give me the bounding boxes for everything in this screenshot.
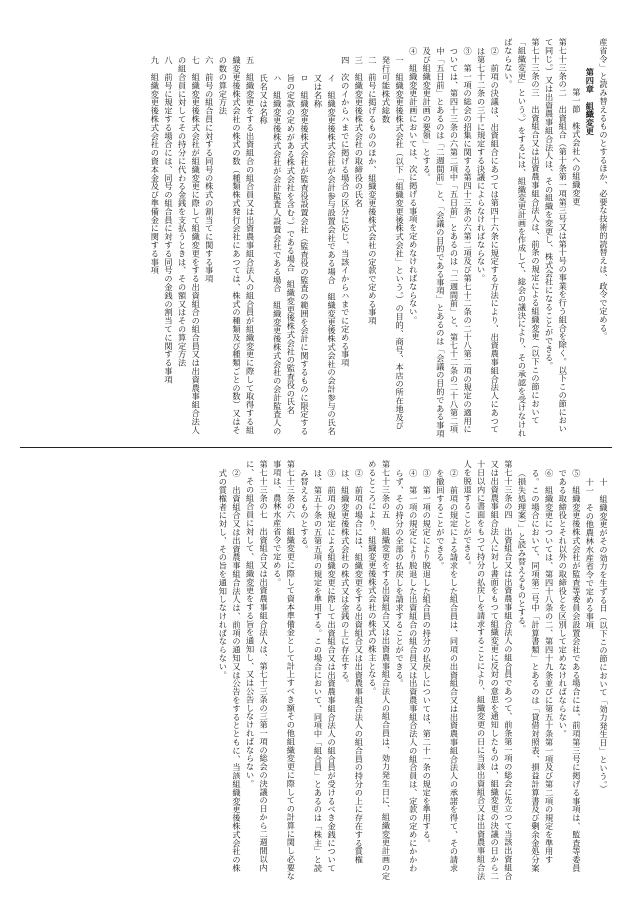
bottom-lines-paragraph: ③ 前項の規定による組織変更に際して出資組合又は出資農事組合法人の組合員が受けるべき金銭については、第五十条の五第五項の規定を準用する。この場合において、同項中「組合員」とあるのは「株主」と読み替えるものとする。 [299,469,338,873]
top-lines-paragraph: 七 組織変更後株式会社が組織変更に際して組織変更をする出資組合の組合員又は出資農事組合法人の組合員に対してその持分に代わる金銭を支払うときは、その額又はその算定方法 [177,56,202,434]
top-lines-paragraph: 第七十三条の二 出資組合（第十条第一項第三号又は第十号の事業を行う組合を除く。以下この節において同じ。）又は出資農事組合法人は、その組織を変更し、株式会社になることができる。 [544,38,569,433]
bottom-lines-paragraph: 第七十三条の五 組織変更をする出資組合又は出資農事組合法人の組合員は、効力発生日に、組織変更計画の定めるところにより、組織変更後株式会社の株式の株主となる。 [367,460,392,880]
lower-text-block [30,460,610,880]
top-lines-paragraph: 第七十三条の三 出資組合又は出資農事組合法人は、前条の規定による組織変更（以下この節において「組織変更」という。）をするには、組織変更計画を作成して、総会の議決により、その承認を受けなければならない。 [503,38,542,438]
top-lines-paragraph: 五 組織変更をする出資組合の組合員又は出資農事組合法人の組合員が組織変更に際して取得する組織変更後株式会社の株式の数（種類株式発行会社にあつては、株式の種類及び種類ごとの数）又はその数の算定方法 [218,56,256,434]
bottom-lines-paragraph: ③ 第一項の規定により脱退した組合員の持分の払戻しについては、第二十一条の規定を準用する。 [422,469,433,847]
top-lines-paragraph: 三 組織変更後株式会社の取締役の氏名 [354,56,365,208]
bottom-lines-paragraph: ⑤ 組織変更後株式会社が監査等委員会設置会社である場合には、前項第三号に掲げる事項は、監査等委員である取締役とそれ以外の取締役とを区別して定めなければならない。 [558,469,582,873]
top-lines-paragraph: 八 前号に規定する場合には、同号の組合員に対する同号の金銭の割当てに関する事項 [164,56,174,384]
top-lines-paragraph: 産省令」と読み替えるものとするほか、必要な技術的読替えは、政令で定める。 [599,38,609,341]
top-lines-paragraph: 九 組織変更後株式会社の資本金及び準備金に関する事項 [150,56,161,275]
top-lines-paragraph: イ 組織変更後株式会社が会計参与設置会社である場合 組織変更後株式会社の会計参与の氏名又は名称 [313,74,338,436]
top-lines-paragraph: 四 次のイからハまでに掲げる場合の区分に応じ、当該イからハまでに定める事項 [340,56,351,367]
top-lines-paragraph: ④ 組織変更計画においては、次に掲げる事項を定めなければならない。 [408,47,419,325]
bottom-lines-paragraph: ④ 第一項の規定により脱退した出資組合の組合員又は出資農事組合法人の組合員は、定款の定めにかかわらず、その持分の全部の払戻しを請求することができる。 [395,469,419,873]
upper-text-block [30,38,610,438]
upper-half [30,38,610,438]
bottom-lines-paragraph: 第七十三条の四 出資組合又は出資農事組合法人の組合員であつて、前条第一項の総会に先立つて当該出資組合又は出資農事組合法人に対し書面をもつて組織変更に反対の意思を通知したものは、組織変更の決議の日から二十日以内に書面をもつて持分の払戻しを請求することにより、組織変更の日に当該出資組合又は出資農事組合法人を脱退することができる。 [463,460,514,880]
top-lines-paragraph: ③ 第一項の総会の招集に関する第四十三条の六第二項及び第七十二条の二十八第二項の規定の適用については、第四十三条の六第二項中「五日前」とあるのは「二週間前」と、第七十二条の二十八第二項中「五日前」とあるのは「二週間前」と、「会議の目的である事項」とあるのは「会議の目的である事項及び組織変更計画の要領」とする。 [422,47,474,438]
bottom-lines-paragraph: 十一 その他農林水産省令で定める事項 [585,478,596,630]
bottom-lines-paragraph: ② 前項の規定による請求をした組合員は、同項の出資組合又は出資農事組合法人の承諾を得て、その請求を撤回することができる。 [435,469,460,873]
bottom-lines-paragraph: 第七十三条の七 出資組合又は出資農事組合法人は、第七十三条の三第一項の総会の決議の日から二週間以内に、その組合員に対して、組織変更をする旨を通知し、又は公告しなければならない。 [245,460,270,872]
top-lines-paragraph: ② 前項の決議は、出資組合にあつては第四十六条に規定する方法により、出資農事組合法人にあつては第七十二条の三十に規定する決議によらなければならない。 [476,47,501,434]
top-lines-paragraph: 二 前号に掲げるもののほか、組織変更後株式会社の定款で定める事項 [367,56,378,325]
top-lines-paragraph: 一 組織変更後株式会社（以下「組織変更後株式会社」という。）の目的、商号、本店の所在地及び発行可能株式総数 [381,56,406,430]
lower-half [30,460,610,880]
horizontal-divider [20,447,612,448]
bottom-lines-paragraph: ⑥ 組織変更については、第四十八条の二、第四十九条並びに第五十条第一項及び第二項の規定を準用する。この場合において、同項第二号中「計算書類」とあるのは「貸借対照表、損益計算書及び剰余金処分案（損失処理案）」と読み替えるものとする。 [517,469,555,873]
top-lines-paragraph: 第一節 株式会社への組織変更 [571,88,582,206]
top-lines-paragraph: 六 前号の組合員に対する同号の株式の割当てに関する事項 [204,56,215,283]
top-lines-paragraph: ハ 組織変更後株式会社が会計監査人設置会社である場合 組織変更後株式会社の会計監査人の氏名又は名称 [259,74,283,436]
bottom-lines-paragraph: 第七十三条の六 組織変更に際して資本準備金として計上すべき額その他組織変更に際しての計算に関し必要な事項は、農林水産省令で定める。 [272,460,297,880]
top-lines-paragraph: 第四章 組織変更 [585,68,596,136]
bottom-lines-paragraph: ② 前項の場合には、組織変更をする出資組合又は出資農事組合法人の組合員の持分の上に存在する質権は、組織変更後株式会社の株式又は金銭の上に存在する。 [340,469,365,864]
bottom-lines-paragraph: ② 出資組合又は出資農事組合法人は、前項の通知又は公告をするとともに、当該組織変更後株式会社の株式の質権者に対し、その旨を通知しなければならない。 [218,469,242,873]
bottom-lines-paragraph: 十 組織変更がその効力を生ずる日（以下この節において「効力発生日」という。） [599,478,609,794]
top-lines-paragraph: ロ 組織変更後株式会社が監査役設置会社（監査役の監査の範囲を会計に関するものに限定する旨の定款の定めがある株式会社を含む。）である場合 組織変更後株式会社の監査役の氏名 [286,74,310,436]
